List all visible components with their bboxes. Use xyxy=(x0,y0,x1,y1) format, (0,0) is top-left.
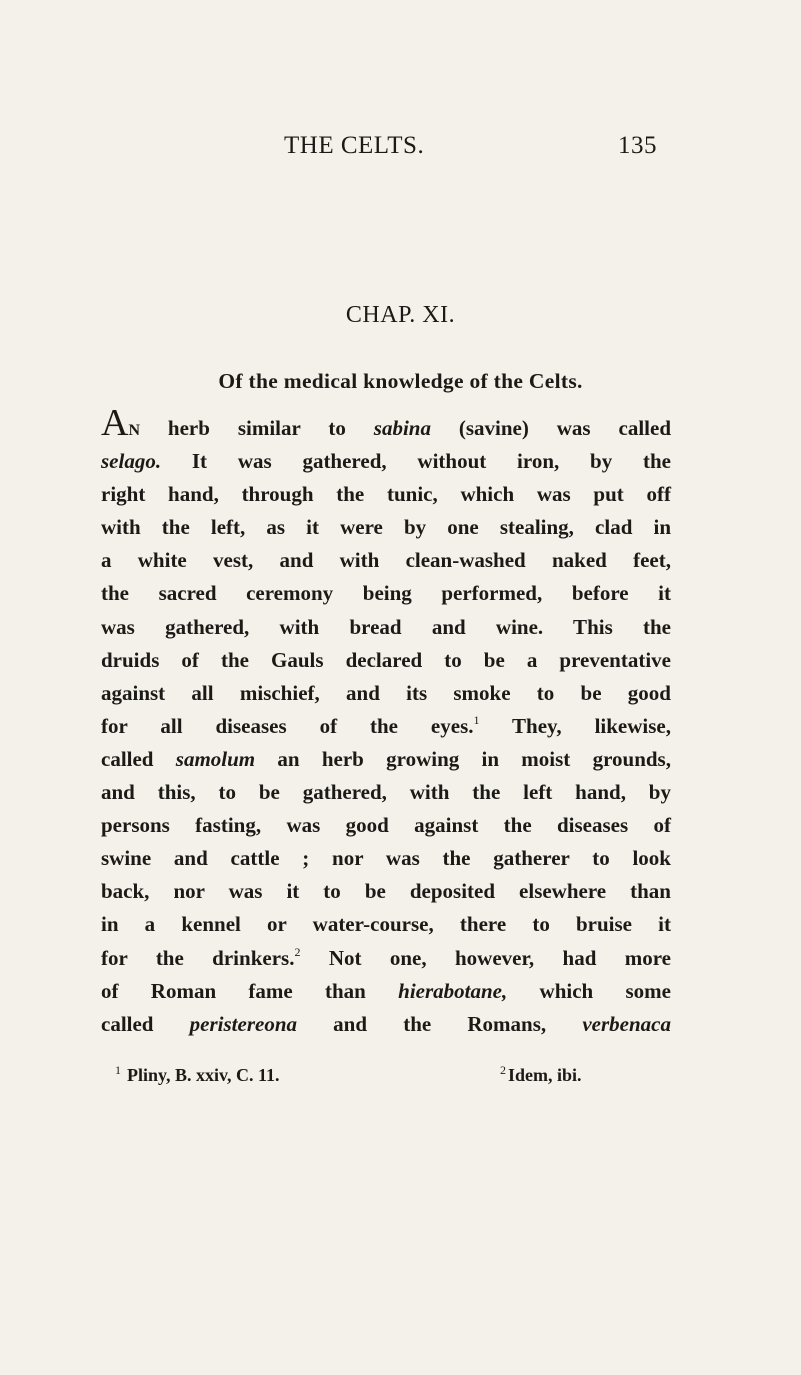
body-line: AN herb similar to sabina (savine) was called xyxy=(101,402,671,444)
body-line: the sacred ceremony being performed, before it xyxy=(101,581,671,606)
chapter-subtitle: Of the medical knowledge of the Celts. xyxy=(218,369,583,393)
body-line: against all mischief, and its smoke to be good xyxy=(101,680,671,705)
body-line: selago. It was gathered, without iron, by the xyxy=(101,449,671,474)
drop-initial: A xyxy=(101,402,129,444)
footnote-ref-1: 1 xyxy=(473,712,480,727)
body-line: with the left, as it were by one stealing, clad in xyxy=(101,515,671,540)
body-line: for all diseases of the eyes.$^1$ They, likewise, xyxy=(101,712,671,738)
body-line: called samolum an herb growing in moist grounds, xyxy=(101,746,671,771)
body-line: swine and cattle ; nor was the gatherer to look xyxy=(101,846,671,871)
body-line: back, nor was it to be deposited elsewhere than xyxy=(101,879,671,904)
running-head xyxy=(0,128,801,168)
footnote-mark: 1 xyxy=(115,1063,121,1077)
body-line: druids of the Gauls declared to be a preventative xyxy=(101,647,671,672)
body-line: right hand, through the tunic, which was put off xyxy=(101,482,671,507)
footnote-mark: 2 xyxy=(500,1063,506,1077)
body-line: in a kennel or water-course, there to bruise it xyxy=(101,912,671,937)
body-line: called peristereona and the Romans, verbenaca xyxy=(101,1011,671,1036)
footnote-ref-2: 2 xyxy=(294,944,301,959)
body-line: was gathered, with bread and wine. This the xyxy=(101,614,671,639)
running-title: THE CELTS. xyxy=(284,132,425,159)
body-line: of Roman fame than hierabotane, which some xyxy=(101,978,671,1003)
footnote-1 xyxy=(115,1063,280,1086)
footnote-text: Pliny, B. xxiv, C. 11. xyxy=(127,1065,280,1085)
body-line: persons fasting, was good against the diseases of xyxy=(101,813,671,838)
chapter-heading: CHAP. XI. xyxy=(345,302,456,328)
initial-rest: N xyxy=(128,422,141,439)
body-line: a white vest, and with clean-washed naked feet, xyxy=(101,548,671,573)
body-line: for the drinkers.$^2$ Not one, however, had more xyxy=(101,944,672,970)
footnote-2 xyxy=(500,1063,582,1086)
body-paragraph xyxy=(101,402,672,1041)
page-number: 135 xyxy=(618,132,657,159)
footnote-text: Idem, ibi. xyxy=(508,1065,582,1085)
body-line: and this, to be gathered, with the left hand, by xyxy=(101,780,671,805)
